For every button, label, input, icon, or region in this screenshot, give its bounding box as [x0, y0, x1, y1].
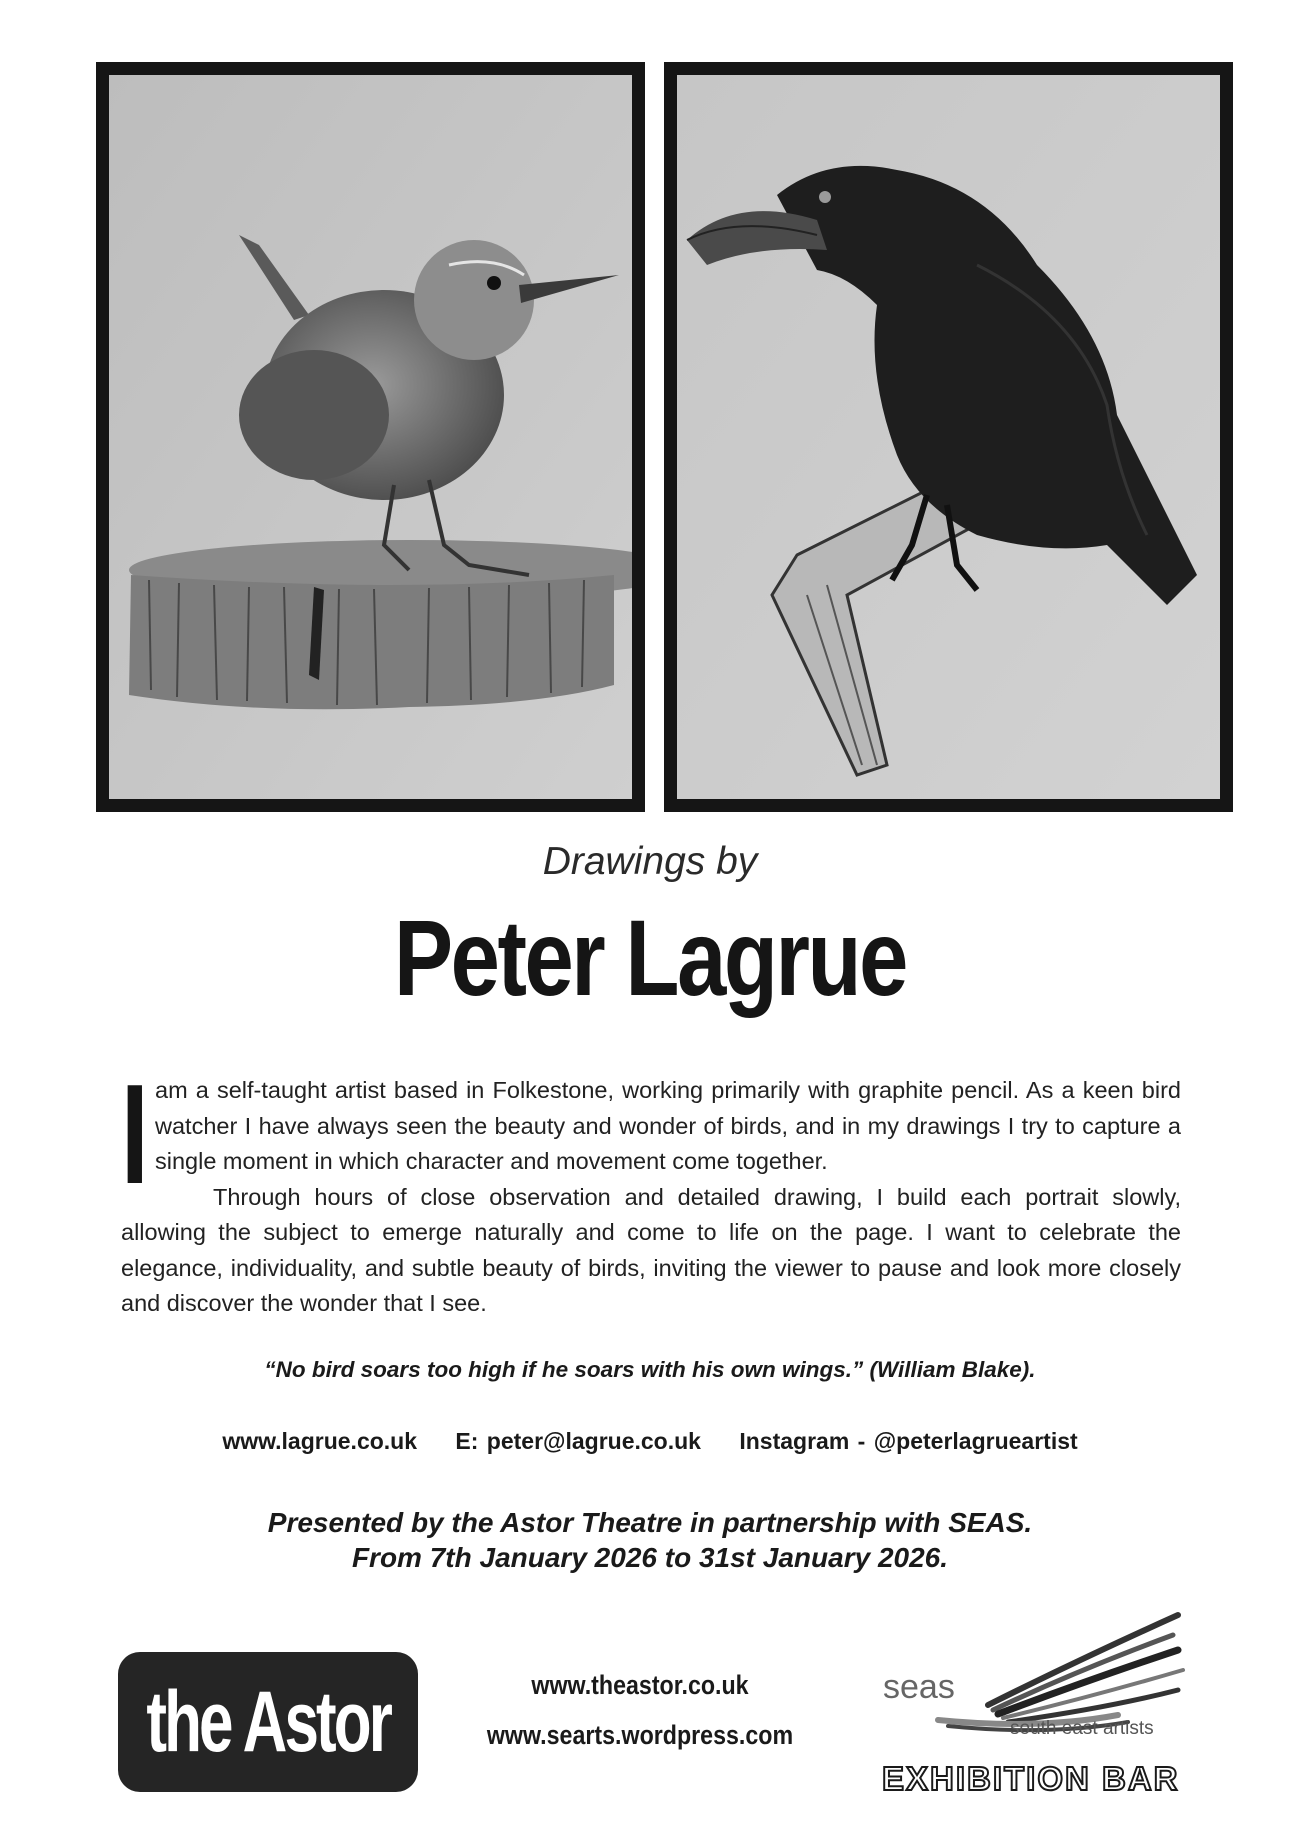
drop-cap: I [121, 1055, 149, 1214]
contact-line [0, 1428, 1300, 1455]
subtitle: Drawings by [542, 840, 758, 883]
astor-logo [118, 1652, 418, 1792]
artist-name-title: Peter Lagrue [394, 897, 906, 1018]
seas-wordmark: seas [883, 1668, 955, 1706]
blake-quote: “No bird soars too high if he soars with his own wings.” (William Blake). [264, 1357, 1036, 1382]
seas-tagline: south east artists [1010, 1718, 1154, 1739]
exhibition-bar-label: EXHIBITION BAR [882, 1760, 1180, 1797]
presented-dates: From 7th January 2026 to 31st January 2026. [351, 1542, 949, 1573]
raven-drawing-frame [664, 62, 1233, 812]
presented-line-1: Presented by the Astor Theatre in partnership with SEAS. [267, 1507, 1033, 1538]
astor-logo-text: the Astor [146, 1673, 390, 1770]
bio-paragraph-1: am a self-taught artist based in Folkestone, working primarily with graphite pencil. As a keen bird watcher I have always seen the beauty and wonder of birds, and in my drawings I try to capture a single moment in which character and movement come together. [155, 1077, 1181, 1174]
artist-instagram-link[interactable]: Instagram - @peterlagrueartist [739, 1428, 1078, 1454]
seas-website-link[interactable]: www.searts.wordpress.com [486, 1720, 794, 1750]
presented-info [0, 1505, 1300, 1575]
artist-website-link[interactable]: www.lagrue.co.uk [222, 1428, 418, 1454]
artist-bio [121, 1055, 1181, 1322]
artist-email-link[interactable]: E: peter@lagrue.co.uk [455, 1428, 701, 1454]
footer-weblinks [477, 1660, 804, 1760]
wren-drawing [109, 75, 632, 799]
bio-paragraph-2: Through hours of close observation and detailed drawing, I build each portrait slowly, allowing the subject to emerge naturally and come to life on the page. I want to celebrate the elegance, individuality, and subtle beauty of birds, inviting the viewer to pause and look more closely and discover the wonder that I see. [121, 1183, 1181, 1316]
astor-website-link[interactable]: www.theastor.co.uk [531, 1670, 749, 1700]
raven-drawing [677, 75, 1220, 799]
wren-drawing-frame [96, 62, 645, 812]
